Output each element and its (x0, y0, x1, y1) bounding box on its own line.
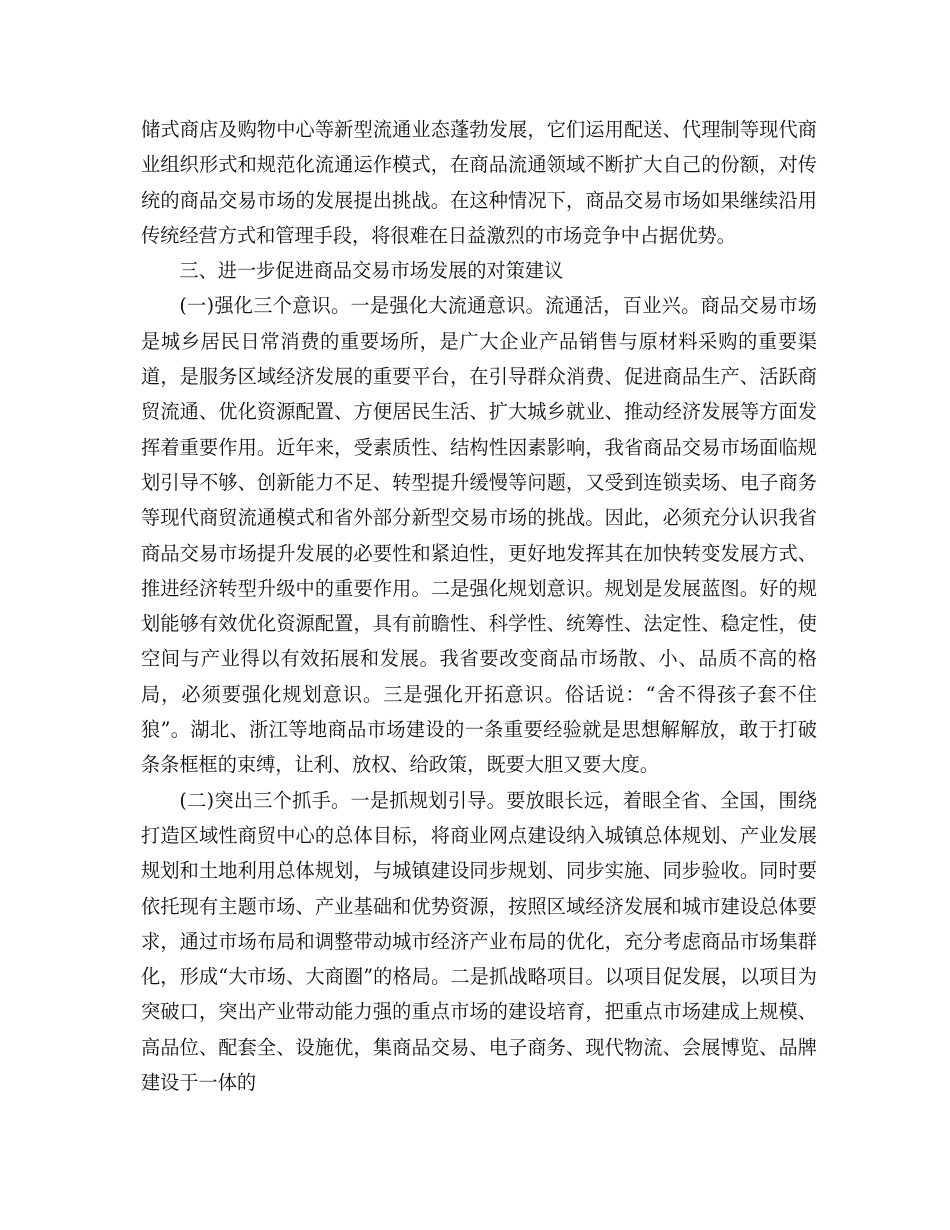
paragraph-continuation: 储式商店及购物中心等新型流通业态蓬勃发展，它们运用配送、代理制等现代商业组织形式和规范化流通运作模式，在商品流通领域不断扩大自己的份额，对传统的商品交易市场的发展提出挑战。在这种情况下，商品交易市场如果继续沿用传统经营方式和管理手段，将很难在日益激烈的市场竞争中占据优势。 (141, 118, 817, 247)
document-body (141, 112, 817, 1100)
paragraph-three-grips: (二)突出三个抓手。一是抓规划引导。要放眼长远，着眼全省、全国，围绕打造区域性商贸中心的总体目标，将商业网点建设纳入城镇总体规划、产业发展规划和土地利用总体规划，与城镇建设同步规划、同步实施、同步验收。同时要依托现有主题市场、产业基础和优势资源，按照区域经济发展和城市建设总体要求，通过市场布局和调整带动城市经济产业布局的优化，充分考虑商品市场集群化，形成“大市场、大商圈”的格局。二是抓战略项目。以项目促发展，以项目为突破口，突出产业带动能力强的重点市场的建设培育，把重点市场建成上规模、高品位、配套全、设施优，集商品交易、电子商务、现代物流、会展博览、品牌建设于一体的 (141, 788, 817, 1095)
section-heading: 三、进一步促进商品交易市场发展的对策建议 (179, 259, 564, 283)
paragraph-three-awareness: (一)强化三个意识。一是强化大流通意识。流通活，百业兴。商品交易市场是城乡居民日常消费的重要场所，是广大企业产品销售与原材料采购的重要渠道，是服务区域经济发展的重要平台，在引导群众消费、促进商品生产、活跃商贸流通、优化资源配置、方便居民生活、扩大城乡就业、推动经济发展等方面发挥着重要作用。近年来，受素质性、结构性因素影响，我省商品交易市场面临规划引导不够、创新能力不足、转型提升缓慢等问题，又受到连锁卖场、电子商务等现代商贸流通模式和省外部分新型交易市场的挑战。因此，必须充分认识我省商品交易市场提升发展的必要性和紧迫性，更好地发挥其在加快转变发展方式、推进经济转型升级中的重要作用。二是强化规划意识。规划是发展蓝图。好的规划能够有效优化资源配置，具有前瞻性、科学性、统筹性、法定性、稳定性，使空间与产业得以有效拓展和发展。我省要改变商品市场散、小、品质不高的格局，必须要强化规划意识。三是强化开拓意识。俗话说：“舍不得孩子套不住狼”。湖北、浙江等地商品市场建设的一条重要经验就是思想解解放，敢于打破条条框框的束缚，让利、放权、给政策，既要大胆又要大度。 (141, 294, 817, 777)
